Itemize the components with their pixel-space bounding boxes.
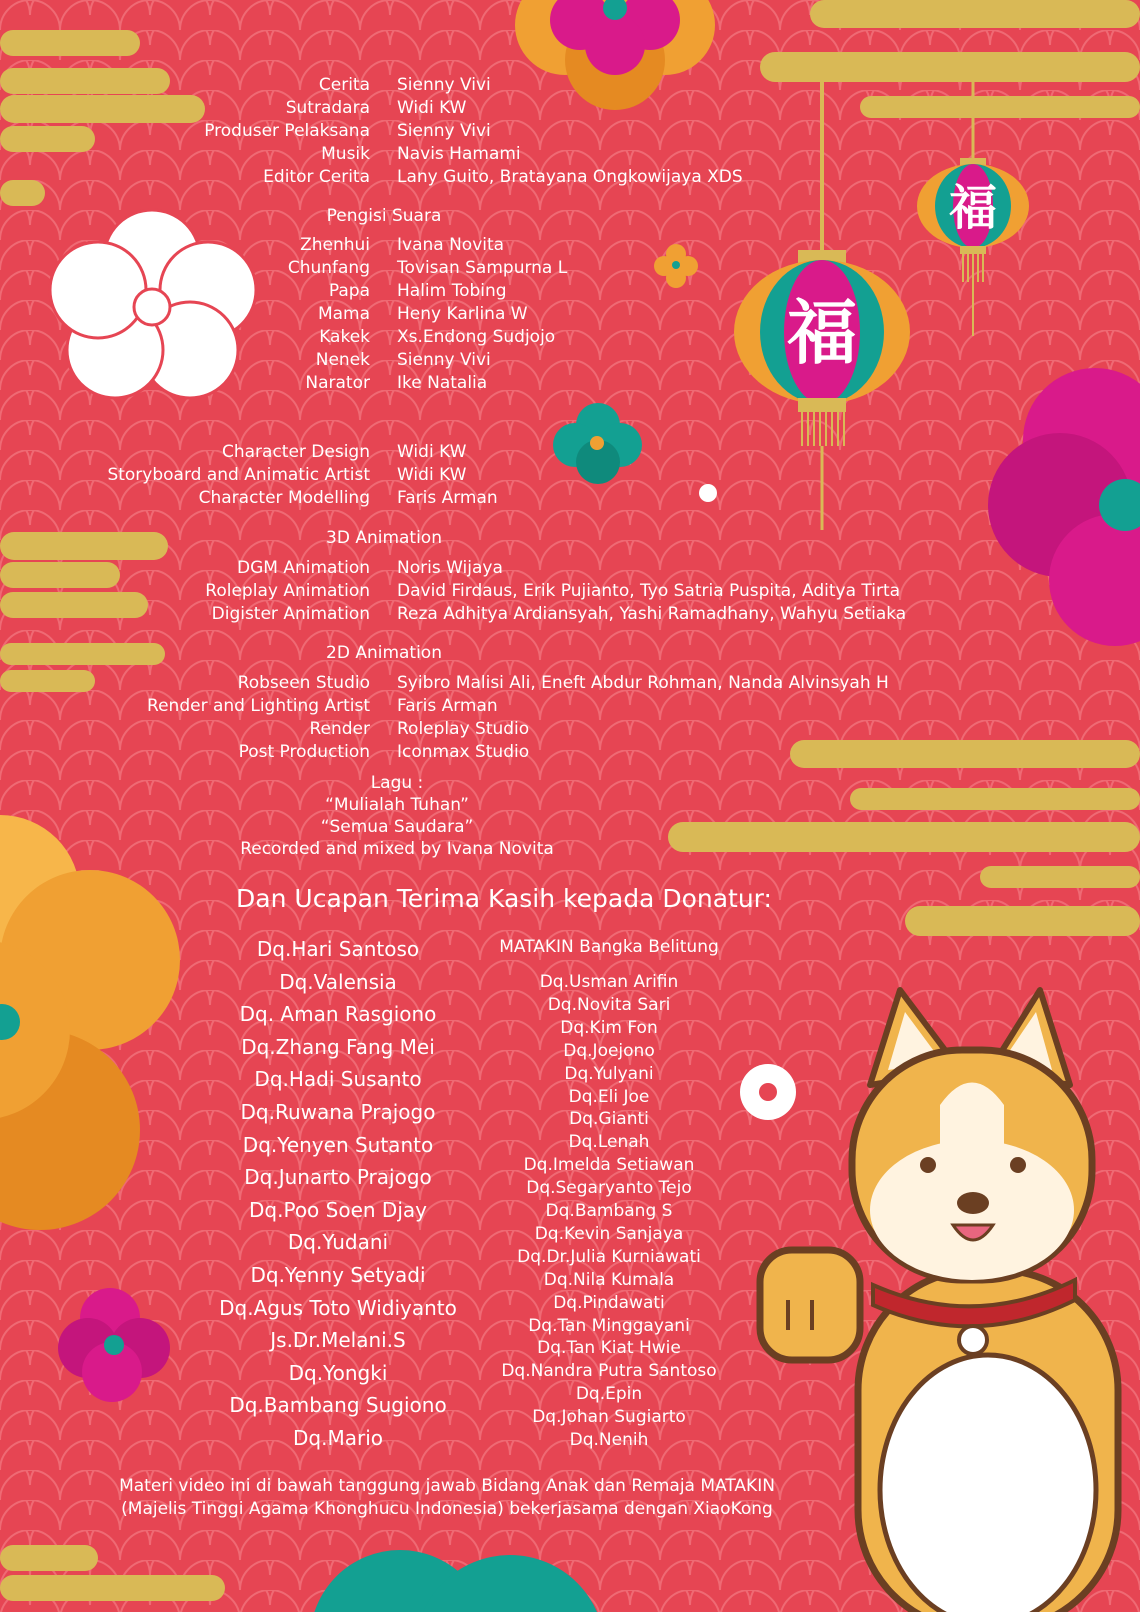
credit-name: Iconmax Studio [397,742,530,762]
credit-name: Halim Tobing [397,281,507,301]
donor-name: Dq.Mario [293,1426,383,1450]
credit-name: Lany Guito, Bratayana Ongkowijaya XDS [397,167,743,187]
credit-row [0,486,1140,510]
donor-name: Dq.Tan Kiat Hwie [537,1338,681,1359]
song-line: Recorded and mixed by Ivana Novita [240,839,554,859]
credit-name: Faris Arman [397,488,498,508]
credit-role: Render [309,719,370,739]
donor-name: Dq.Yulyani [564,1063,654,1084]
credit-role: Render and Lighting Artist [147,696,370,716]
donor-name: Dq.Nila Kumala [543,1269,675,1290]
song-line: “Mulialah Tuhan” [325,795,469,815]
credit-role: DGM Animation [236,558,370,578]
donor-name: Dq.Kevin Sanjaya [534,1223,684,1244]
donor-name: Dq.Nenih [569,1430,649,1450]
donor-name: Dq.Novita Sari [547,994,671,1015]
credit-role: Robseen Studio [237,673,370,693]
credit-name: Ivana Novita [397,235,505,255]
credit-row [0,233,1140,257]
credit-name: Roleplay Studio [397,719,530,739]
thanks-title: Dan Ucapan Terima Kasih kepada Donatur: [236,884,772,913]
credit-row [0,671,1140,695]
credit-name: Tovisan Sampurna L [397,258,568,278]
footer-line: (Majelis Tinggi Agama Khonghucu Indonesia) bekerjasama dengan XiaoKong [121,1499,773,1519]
donor-name: Dq.Segaryanto Tejo [526,1178,692,1199]
song-line: “Semua Saudara” [320,817,474,837]
credit-row [0,371,1140,395]
donor-name: Js.Dr.Melani.S [270,1328,406,1353]
donor-name: Dq.Yudani [287,1230,389,1255]
donor-name: Dq.Yongki [288,1360,388,1385]
credit-role: Storyboard and Animatic Artist [107,465,370,485]
credit-row [0,740,1140,764]
credit-role: Character Modelling [198,488,370,508]
credit-row [0,302,1140,326]
credit-row [0,440,1140,464]
donor-name: Dq. Aman Rasgiono [239,1002,437,1027]
credit-row [0,694,1140,718]
credit-row [0,348,1140,372]
donor-name: Dq.Yenny Setyadi [250,1263,426,1287]
donor-name: Dq.Poo Soen Djay [249,1197,427,1222]
credit-role: Digister Animation [211,604,370,624]
credit-role: Narator [305,373,370,393]
donor-name: Dq.Pindawati [553,1292,665,1313]
credit-row [0,96,1140,120]
donor-name: Dq.Epin [575,1384,643,1405]
matakin-heading: MATAKIN Bangka Belitung [499,937,719,957]
credit-role: Editor Cerita [263,167,370,187]
donor-name: Dq.Valensia [279,969,397,994]
credit-row [0,279,1140,303]
donor-name: Dq.Nandra Putra Santoso [501,1361,717,1382]
donor-name: Dq.Tan Minggayani [528,1315,690,1336]
credit-name: Reza Adhitya Ardiansyah, Yashi Ramadhany, Wahyu Setiaka [397,604,907,624]
credit-name: Faris Arman [397,696,498,716]
credit-role: Nenek [315,350,370,370]
anim3d-heading: 3D Animation [326,528,442,548]
credit-role: Post Production [238,742,370,762]
credit-row [0,142,1140,166]
credit-row [0,717,1140,741]
donor-name: Dq.Bambang S [545,1201,673,1221]
donor-name: Dq.Hari Santoso [256,937,420,961]
credit-row [0,463,1140,487]
anim2d-heading: 2D Animation [326,643,442,663]
credit-row [0,165,1140,189]
donor-name: Dq.Bambang Sugiono [229,1393,447,1418]
credit-row [0,556,1140,580]
credit-row [0,579,1140,603]
credit-role: Roleplay Animation [205,581,370,601]
credit-name: Widi KW [397,442,467,462]
credit-name: Navis Hamami [397,144,521,164]
credit-name: Xs.Endong Sudjojo [397,327,556,347]
donor-name: Dq.Usman Arifin [539,972,679,992]
credit-name: Sienny Vivi [397,75,491,95]
donor-name: Dq.Lenah [568,1132,650,1153]
credit-role: Papa [328,281,370,301]
voice-heading: Pengisi Suara [326,206,442,226]
credit-name: Ike Natalia [397,373,488,393]
donor-name: Dq.Hadi Susanto [254,1067,422,1092]
donor-name: Dq.Gianti [569,1109,649,1130]
credit-name: Syibro Malisi Ali, Eneft Abdur Rohman, Nanda Alvinsyah H [397,673,889,693]
credit-role: Character Design [221,442,370,462]
donor-name: Dq.Junarto Prajogo [244,1165,432,1190]
lantern-large-glyph: 福 [787,291,857,374]
donor-name: Dq.Zhang Fang Mei [241,1034,435,1059]
donor-name: Dq.Ruwana Prajogo [240,1100,436,1124]
credit-name: Widi KW [397,98,467,118]
credit-name: Sienny Vivi [397,350,491,370]
credit-name: Noris Wijaya [397,558,503,578]
credit-role: Chunfang [287,258,370,278]
donor-name: Dq.Eli Joe [568,1086,650,1107]
credit-row [0,73,1140,97]
credit-role: Sutradara [285,98,370,118]
credit-name: David Firdaus, Erik Pujianto, Tyo Satria Puspita, Aditya Tirta [397,581,901,601]
credit-name: Heny Karlina W [397,304,528,324]
donor-name: Dq.Johan Sugiarto [532,1407,686,1428]
credit-name: Sienny Vivi [397,121,491,141]
credit-row [0,325,1140,349]
credit-role: Kakek [319,327,370,347]
song-line: Lagu : [370,773,424,793]
donor-name: Dq.Agus Toto Widiyanto [219,1295,457,1320]
donor-name: Dq.Dr.Julia Kurniawati [517,1246,701,1267]
donor-name: Dq.Kim Fon [560,1017,658,1038]
credit-role: Zhenhui [300,235,370,255]
donor-name: Dq.Imelda Setiawan [523,1155,695,1176]
credit-row [0,256,1140,280]
donor-name: Dq.Yenyen Sutanto [242,1132,434,1157]
credit-row [0,602,1140,626]
credit-role: Musik [321,144,370,164]
credit-role: Produser Pelaksana [204,121,370,141]
footer-line: Materi video ini di bawah tanggung jawab Bidang Anak dan Remaja MATAKIN [119,1476,775,1496]
credit-name: Widi KW [397,465,467,485]
credit-role: Cerita [318,75,370,95]
lantern-small-glyph: 福 [948,180,998,236]
credit-role: Mama [317,304,370,324]
credit-row [0,119,1140,143]
donor-name: Dq.Joejono [563,1040,655,1061]
